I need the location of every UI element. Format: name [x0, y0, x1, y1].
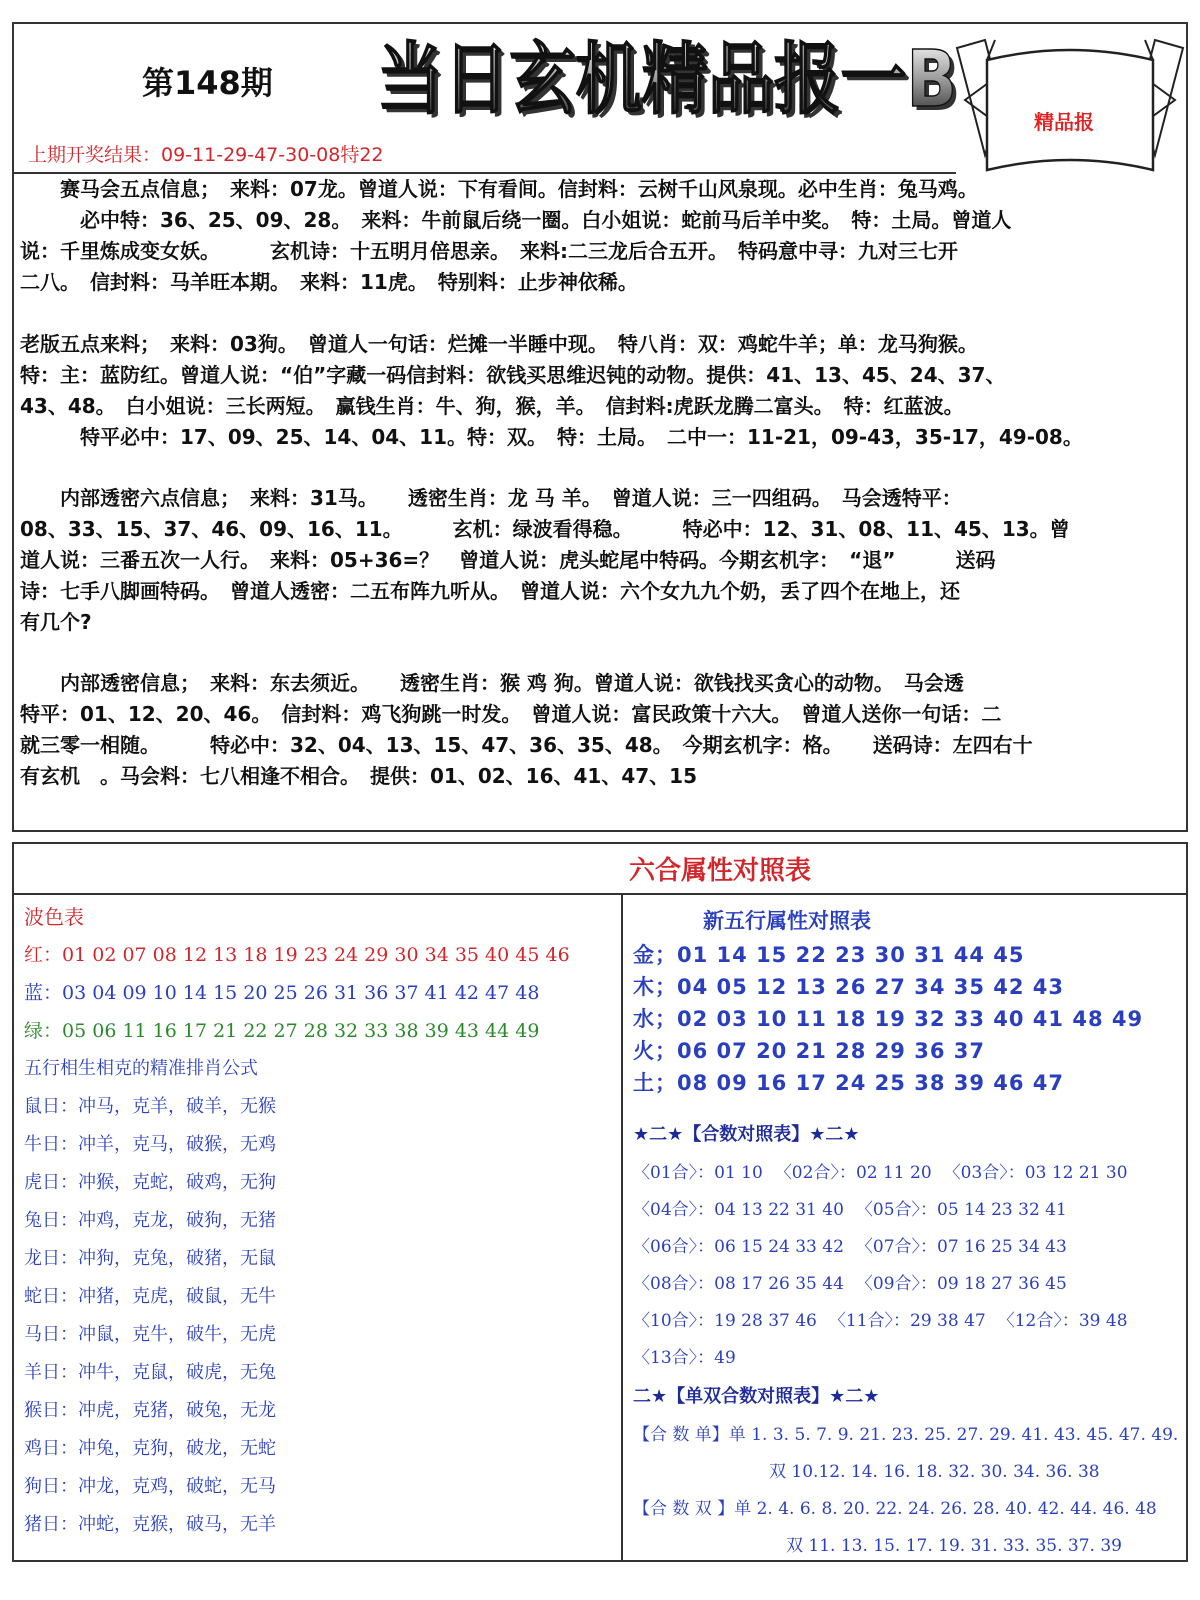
title-text: 当日玄机精品报一B [377, 35, 957, 125]
day-row: 狗日：冲龙，克鸡，破蛇，无马 [24, 1476, 276, 1497]
block-line: 必中特：36、25、09、28。 来料：牛前鼠后绕一圈。白小姐说：蛇前马后羊中奖。 特：土局。曾道人 [20, 208, 1012, 232]
block-line: 特平：01、12、20、46。 信封料：鸡飞狗跳一时发。 曾道人说：富民政策十六大。 曾道人送你一句话：二 [20, 702, 1002, 726]
heshu-item: 〈10合〉：19 28 37 46 [633, 1311, 817, 1331]
wuxing-row-wood: 木；04 05 12 13 26 27 34 35 42 43 [633, 975, 1065, 999]
heshu-item: 〈07合〉：07 16 25 34 43 [855, 1237, 1067, 1257]
heshu-item: 〈11合〉：29 38 47 [828, 1311, 986, 1331]
wave-table-title: 波色表 [24, 905, 84, 929]
title-shadow: 当日玄机精品报一B [381, 39, 961, 129]
day-row: 兔日：冲鸡，克龙，破狗，无猪 [24, 1210, 276, 1231]
block-line: 特：主：蓝防红。曾道人说：“伯”字藏一码信封料：欲钱买思维迟钝的动物。提供：41、13、45、24、37、 [20, 363, 1006, 387]
day-row: 鸡日：冲兔，克狗，破龙，无蛇 [24, 1438, 276, 1459]
block-line: 特平必中：17、09、25、14、04、11。特：双。 特：土局。 二中一：11-21，09-43，35-17，49-08。 [20, 425, 1083, 449]
heshu-item: 〈08合〉：08 17 26 35 44 [633, 1274, 844, 1294]
info-block-1 [20, 174, 1186, 298]
right-column [633, 903, 1183, 1565]
day-row: 猪日：冲蛇，克猴，破马，无羊 [24, 1514, 276, 1535]
heshu-item: 〈05合〉：05 14 23 32 41 [855, 1200, 1067, 1220]
wave-row-blue [24, 974, 614, 1012]
danshuang-row: 【合 数 双 】单 2. 4. 6. 8. 20. 22. 24. 26. 28. 40. 42. 44. 46. 48 [633, 1499, 1157, 1519]
danshuang-row: 双 10.12. 14. 16. 18. 32. 30. 34. 36. 38 [633, 1462, 1100, 1482]
wave-label: 红： [24, 944, 63, 966]
wave-numbers: 01 02 07 08 12 13 18 19 23 24 29 30 34 35 40 45 46 [62, 944, 570, 966]
block-line: 诗：七手八脚画特码。 曾道人透密：二五布阵九听从。 曾道人说：六个女九九个奶，丢了四个在地上，还 [20, 579, 960, 603]
block-line: 二八。 信封料：马羊旺本期。 来料：11虎。 特别料：止步神依稀。 [20, 270, 638, 294]
banner-ribbon [955, 30, 1185, 180]
block-line: 内部透密六点信息； 来料：31马。 透密生肖：龙 马 羊。 曾道人说：三一四组码。 马会透特平： [20, 486, 962, 510]
day-row: 羊日：冲牛，克鼠，破虎，无兔 [24, 1362, 276, 1383]
wave-label: 绿： [24, 1020, 63, 1042]
issue-number: 第148期 [142, 64, 273, 102]
day-row: 虎日：冲猴，克蛇，破鸡，无狗 [24, 1172, 276, 1193]
heshu-row [633, 1229, 1183, 1266]
lhc-divider [12, 893, 1188, 895]
wave-row-green [24, 1012, 614, 1050]
heshu-row [633, 1192, 1183, 1229]
heshu-row [633, 1340, 1183, 1377]
wuxing-row-fire: 火；06 07 20 21 28 29 36 37 [633, 1039, 985, 1063]
newspaper-title [375, 30, 965, 130]
heshu-table-title: ★二★【合数对照表】★二★ [633, 1124, 860, 1145]
heshu-row [633, 1266, 1183, 1303]
day-row: 牛日：冲羊，克马，破猴，无鸡 [24, 1134, 276, 1155]
day-row: 蛇日：冲猪，克虎，破鼠，无牛 [24, 1286, 276, 1307]
block-line: 内部透密信息； 来料：东去须近。 透密生肖：猴 鸡 狗。曾道人说：欲钱找买贪心的动物。 马会透 [20, 671, 964, 695]
block-line: 道人说：三番五次一人行。 来料：05+36=？ 曾道人说：虎头蛇尾中特码。今期玄机字： “退” 送码 [20, 548, 996, 572]
block-line: 说：千里炼成变女妖。 玄机诗：十五明月倍思亲。 来料:二三龙后合五开。 特码意中寻：九对三七开 [20, 239, 958, 263]
heshu-item: 〈13合〉：49 [633, 1348, 736, 1368]
block-line: 赛马会五点信息； 来料：07龙。曾道人说：下有看间。信封料：云树千山风泉现。必中生肖：兔马鸡。 [20, 177, 978, 201]
heshu-item: 〈12合〉：39 48 [997, 1311, 1128, 1331]
heshu-item: 〈03合〉：03 12 21 30 [943, 1163, 1128, 1183]
heshu-item: 〈06合〉：06 15 24 33 42 [633, 1237, 844, 1257]
wuxing-row-earth: 土；08 09 16 17 24 25 38 39 46 47 [633, 1071, 1065, 1095]
banner-label: 精品报 [1034, 110, 1094, 134]
info-block-2 [20, 329, 1186, 453]
heshu-row [633, 1155, 1183, 1192]
wuxing-row-metal: 金；01 14 15 22 23 30 31 44 45 [633, 943, 1025, 967]
formula-title: 五行相生相克的精准排肖公式 [24, 1058, 258, 1079]
column-divider [621, 895, 623, 1562]
block-line: 老版五点来料； 来料：03狗。 曾道人一句话：烂摊一半睡中现。 特八肖：双：鸡蛇牛羊；单：龙马狗猴。 [20, 332, 978, 356]
day-row: 龙日：冲狗，克兔，破猪，无鼠 [24, 1248, 276, 1269]
block-line: 有几个? [20, 610, 92, 634]
day-row: 猴日：冲虎，克猪，破兔，无龙 [24, 1400, 276, 1421]
lhc-table-title: 六合属性对照表 [628, 856, 811, 886]
left-column [24, 898, 614, 1544]
info-block-3 [20, 483, 1186, 638]
wave-label: 蓝： [24, 982, 63, 1004]
heshu-item: 〈02合〉：02 11 20 [774, 1163, 932, 1183]
danshuang-table-title: 二★【单双合数对照表】★二★ [633, 1386, 880, 1407]
wave-numbers: 05 06 11 16 17 21 22 27 28 32 33 38 39 43 44 49 [62, 1020, 540, 1042]
danshuang-row: 双 11. 13. 15. 17. 19. 31. 33. 35. 37. 39 [633, 1536, 1122, 1556]
heshu-row [633, 1303, 1183, 1340]
heshu-item: 〈04合〉：04 13 22 31 40 [633, 1200, 844, 1220]
block-line: 43、48。 白小姐说：三长两短。 赢钱生肖：牛、狗，猴，羊。 信封料:虎跃龙腾二富头。 特：红蓝波。 [20, 394, 964, 418]
day-row: 鼠日：冲马，克羊，破羊，无猴 [24, 1096, 276, 1117]
block-line: 08、33、15、37、46、09、16、11。 玄机：绿波看得稳。 特必中：12、31、08、11、45、13。曾 [20, 517, 1070, 541]
block-line: 就三零一相随。 特必中：32、04、13、15、47、36、35、48。 今期玄机字：格。 送码诗：左四右十 [20, 733, 1033, 757]
block-line: 有玄机 。马会料：七八相逢不相合。 提供：01、02、16、41、47、15 [20, 764, 697, 788]
day-row: 马日：冲鼠，克牛，破牛，无虎 [24, 1324, 276, 1345]
wuxing-row-water: 水；02 03 10 11 18 19 32 33 40 41 48 49 [633, 1007, 1144, 1031]
wuxing-table-title: 新五行属性对照表 [703, 909, 871, 933]
heshu-item: 〈01合〉：01 10 [633, 1163, 763, 1183]
last-draw-result: 上期开奖结果：09-11-29-47-30-08特22 [28, 144, 384, 166]
wave-row-red [24, 936, 614, 974]
danshuang-row: 【合 数 单】单 1. 3. 5. 7. 9. 21. 23. 25. 27. 29. 41. 43. 45. 47. 49. [633, 1425, 1179, 1445]
wave-numbers: 03 04 09 10 14 15 20 25 26 31 36 37 41 42 47 48 [62, 982, 540, 1004]
heshu-item: 〈09合〉：09 18 27 36 45 [855, 1274, 1067, 1294]
info-block-4 [20, 668, 1186, 792]
